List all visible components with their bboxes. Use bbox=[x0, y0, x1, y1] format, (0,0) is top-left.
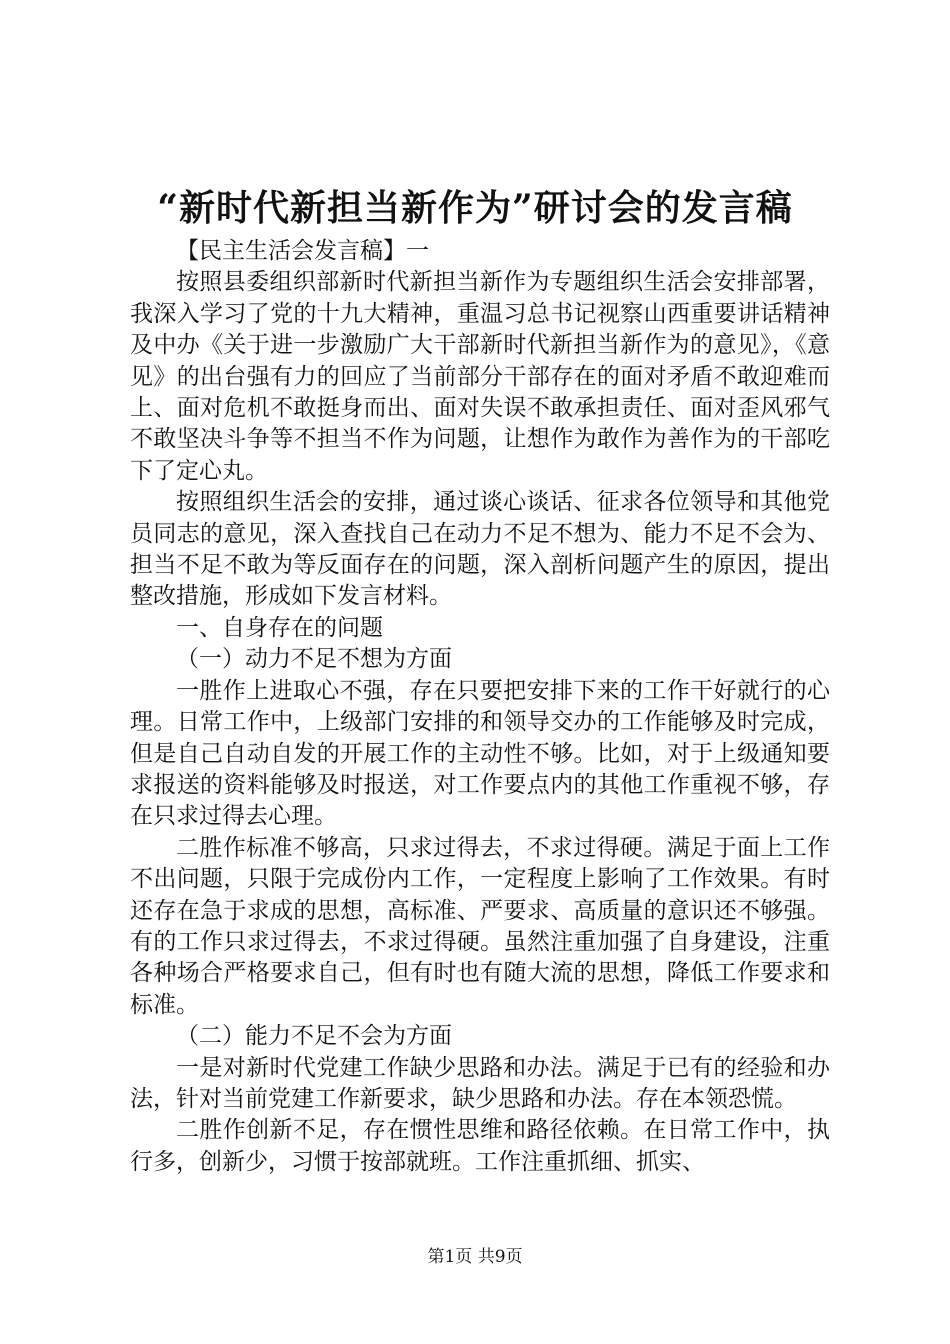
page-title: “新时代新担当新作为”研讨会的发言稿 bbox=[157, 187, 793, 229]
paragraph: 二胜作标准不够高，只求过得去，不求过得硬。满足于面上工作不出问题，只限于完成份内工作，一定程度上影响了工作效果。有时还存在急于求成的思想，高标准、严要求、高质量的意识还不够强。有的工作只求过得去，不求过得硬。虽然注重加强了自身建设，注重各种场合严格要求自己，但有时也有随大流的思想，降低工作要求和标准。 bbox=[130, 834, 830, 1018]
paragraph: 二胜作创新不足，存在惯性思维和路径依赖。在日常工作中，执行多，创新少，习惯于按部就班。工作注重抓细、抓实、 bbox=[130, 1117, 830, 1175]
paragraph: 按照组织生活会的安排，通过谈心谈话、征求各位领导和其他党员同志的意见，深入查找自己在动力不足不想为、能力不足不会为、担当不足不敢为等反面存在的问题，深入剖析问题产生的原因，提出整改措施，形成如下发言材料。 bbox=[130, 489, 830, 610]
subsection-heading: （二）能力不足不会为方面 bbox=[176, 1023, 452, 1050]
paragraph: 一胜作上进取心不强，存在只要把安排下来的工作干好就行的心理。日常工作中，上级部门安排的和领导交办的工作能够及时完成，但是自己自动自发的开展工作的主动性不够。比如，对于上级通知要求报送的资料能够及时报送，对工作要点内的其他工作重视不够，存在只求过得去心理。 bbox=[130, 677, 830, 830]
paragraph-heading-label: 【民主生活会发言稿】一 bbox=[176, 238, 429, 264]
page-number-footer: 第1页 共9页 bbox=[427, 1247, 523, 1267]
paragraph: 一是对新时代党建工作缺少思路和办法。满足于已有的经验和办法，针对当前党建工作新要求，缺少思路和办法。存在本领恐慌。 bbox=[130, 1054, 830, 1112]
document-body bbox=[130, 236, 830, 1178]
section-heading: 一、自身存在的问题 bbox=[176, 614, 383, 641]
subsection-heading: （一）动力不足不想为方面 bbox=[176, 646, 452, 673]
paragraph: 按照县委组织部新时代新担当新作为专题组织生活会安排部署，我深入学习了党的十九大精神，重温习总书记视察山西重要讲话精神及中办《关于进一步激励广大干部新时代新担当新作为的意见》，《意见》的出台强有力的回应了当前部分干部存在的面对矛盾不敢迎难而上、面对危机不敢挺身而出、面对失误不敢承担责任、面对歪风邪气不敢坚决斗争等不担当不作为问题，让想作为敢作为善作为的干部吃下了定心丸。 bbox=[130, 269, 830, 484]
